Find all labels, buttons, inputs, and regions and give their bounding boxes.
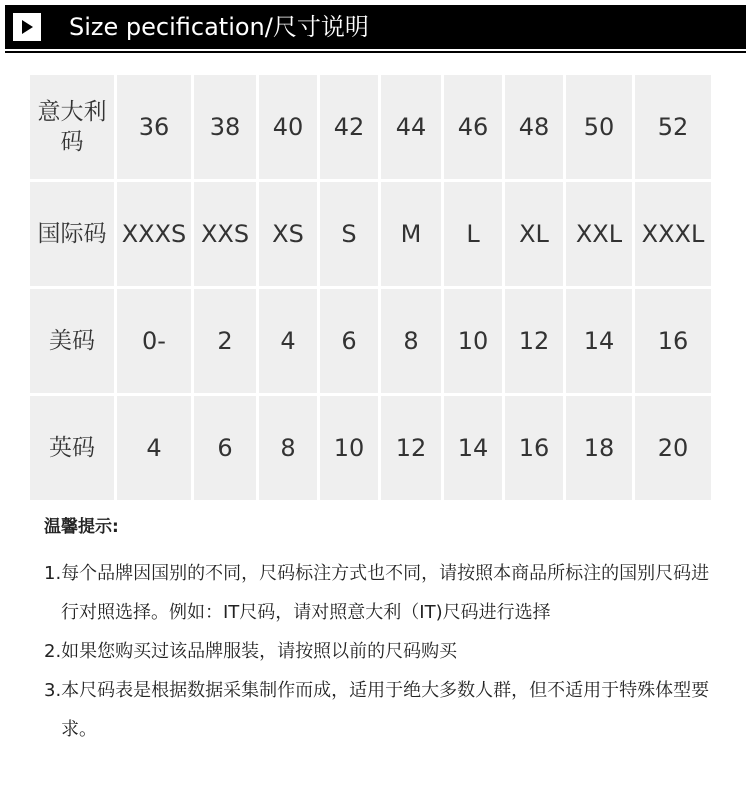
size-cell: 42: [320, 75, 378, 179]
size-cell: 16: [635, 289, 711, 393]
size-cell: 48: [505, 75, 563, 179]
size-cell: XL: [505, 182, 563, 286]
size-cell: 20: [635, 396, 711, 500]
size-cell: 12: [381, 396, 441, 500]
size-cell: XXXL: [635, 182, 711, 286]
size-cell: 18: [566, 396, 632, 500]
table-row-international: [30, 182, 711, 286]
size-cell: XXXS: [117, 182, 191, 286]
size-table: [27, 72, 714, 503]
size-cell: 2: [194, 289, 256, 393]
table-row-uk: [30, 396, 711, 500]
tip-item: 2.如果您购买过该品牌服装，请按照以前的尺码购买: [44, 641, 458, 662]
size-cell: 6: [320, 289, 378, 393]
size-cell: 12: [505, 289, 563, 393]
size-cell: XXS: [194, 182, 256, 286]
row-label: 国际码: [30, 182, 114, 286]
tip-item: 1.每个品牌因国别的不同，尺码标注方式也不同，请按照本商品所标注的国别尺码进行对照选择。例如：IT尺码，请对照意大利（IT)尺码进行选择: [44, 563, 710, 623]
size-cell: 44: [381, 75, 441, 179]
size-cell: 8: [259, 396, 317, 500]
row-label: 意大利码: [30, 75, 114, 179]
size-cell: XS: [259, 182, 317, 286]
table-row-italian: [30, 75, 711, 179]
size-cell: 16: [505, 396, 563, 500]
tips-title: 温馨提示:: [44, 517, 119, 537]
size-cell: 46: [444, 75, 502, 179]
size-cell: 40: [259, 75, 317, 179]
tips-section: [44, 514, 724, 749]
size-cell: 38: [194, 75, 256, 179]
size-cell: 50: [566, 75, 632, 179]
row-label: 英码: [30, 396, 114, 500]
section-title: Size pecification/尺寸说明: [69, 13, 369, 41]
size-cell: 0-: [117, 289, 191, 393]
play-icon: [13, 13, 41, 41]
header-divider: [5, 51, 746, 53]
size-cell: 14: [566, 289, 632, 393]
size-cell: 36: [117, 75, 191, 179]
size-cell: L: [444, 182, 502, 286]
row-label: 美码: [30, 289, 114, 393]
tip-item: 3.本尺码表是根据数据采集制作而成，适用于绝大多数人群，但不适用于特殊体型要求。: [44, 680, 710, 740]
size-cell: S: [320, 182, 378, 286]
size-cell: 14: [444, 396, 502, 500]
size-cell: 4: [259, 289, 317, 393]
size-cell: 10: [444, 289, 502, 393]
size-cell: 8: [381, 289, 441, 393]
table-row-us: [30, 289, 711, 393]
size-cell: 4: [117, 396, 191, 500]
size-cell: 10: [320, 396, 378, 500]
size-cell: M: [381, 182, 441, 286]
size-cell: 52: [635, 75, 711, 179]
size-cell: XXL: [566, 182, 632, 286]
section-header: [5, 5, 746, 49]
size-cell: 6: [194, 396, 256, 500]
